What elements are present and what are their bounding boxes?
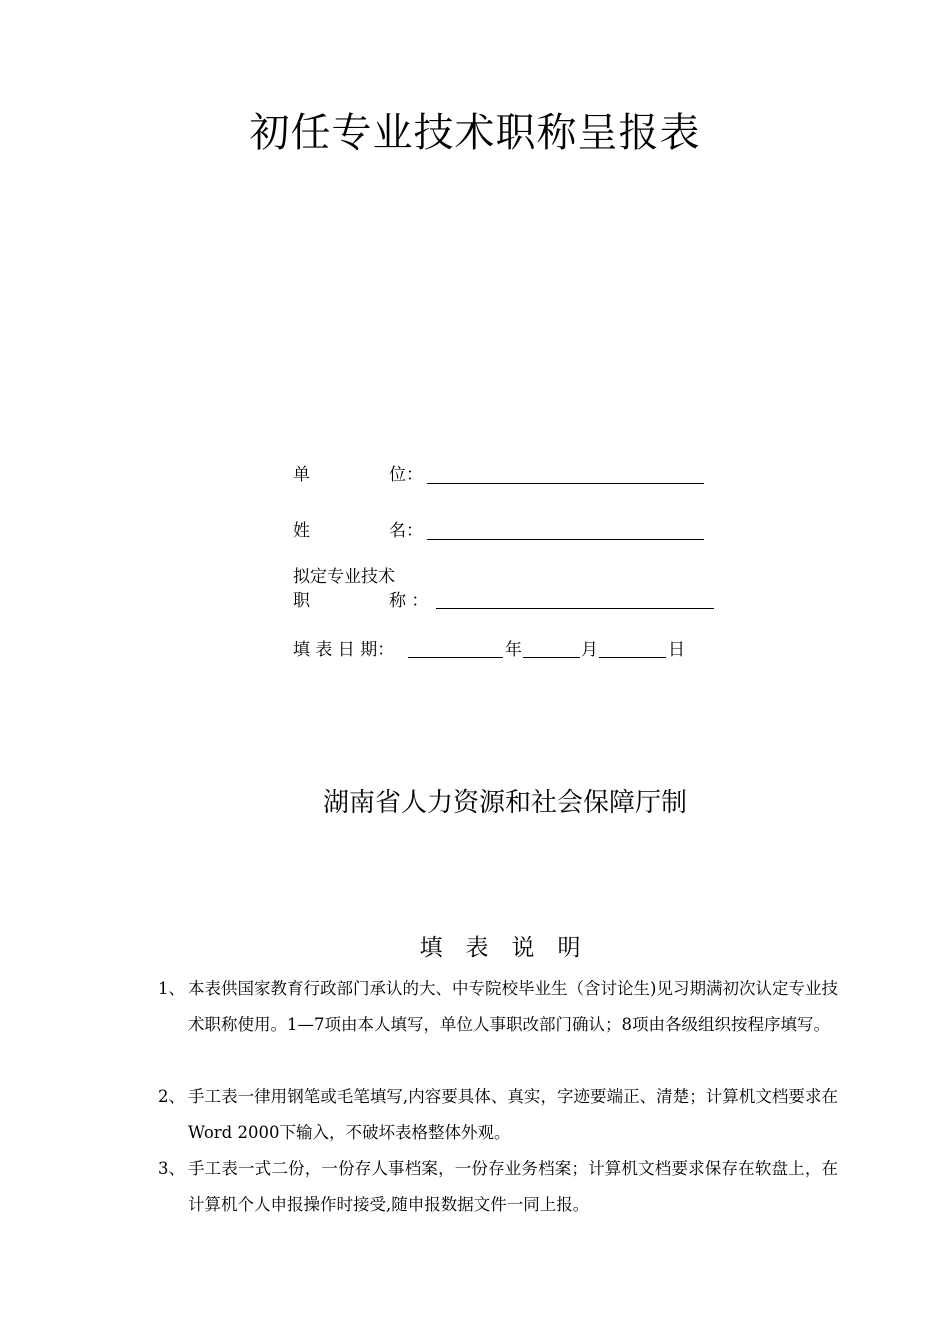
- date-label: 填 表 日 期：: [293, 640, 395, 660]
- unit-blank-line: [427, 483, 704, 484]
- proposed-title-label-second: 称 ：: [389, 591, 429, 611]
- unit-label-first: 单: [293, 465, 310, 485]
- proposed-title-label-first: 职: [293, 591, 310, 611]
- day-label: 日: [668, 640, 685, 660]
- month-blank-line: [523, 657, 580, 658]
- day-blank-line: [599, 657, 666, 658]
- instruction-item: [158, 1151, 838, 1223]
- proposed-title-blank-line: [436, 608, 714, 609]
- unit-label-second: 位：: [389, 465, 423, 485]
- year-blank-line: [408, 657, 503, 658]
- instruction-item: [158, 1079, 838, 1151]
- proposed-title-label-line1: 拟定专业技术: [293, 567, 395, 587]
- month-label: 月: [581, 640, 598, 660]
- instruction-number: 1、: [158, 979, 185, 998]
- form-title: 初任专业技术职称呈报表: [249, 110, 701, 156]
- instruction-number: 3、: [158, 1159, 185, 1178]
- instruction-item: [158, 971, 838, 1043]
- instruction-text: 本表供国家教育行政部门承认的大、中专院校毕业生（含讨论生)见习期满初次认定专业技术职称使用。1—7项由本人填写，单位人事职改部门确认；8项由各级组织按程序填写。: [188, 979, 838, 1034]
- instruction-text: 手工表一律用钢笔或毛笔填写,内容要具体、真实，字迹要端正、清楚；计算机文档要求在Word 2000下输入，不破坏表格整体外观。: [188, 1087, 838, 1142]
- instruction-text: 手工表一式二份，一份存人事档案，一份存业务档案；计算机文档要求保存在软盘上，在计算机个人申报操作时接受,随申报数据文件一同上报。: [188, 1159, 838, 1214]
- name-blank-line: [427, 539, 704, 540]
- name-label-second: 名：: [389, 521, 423, 541]
- instructions-heading: 填 表 说 明: [419, 935, 581, 961]
- year-label: 年: [505, 640, 522, 660]
- issuing-organization: 湖南省人力资源和社会保障厅制: [322, 788, 687, 818]
- instruction-number: 2、: [158, 1087, 185, 1106]
- name-label-first: 姓: [293, 521, 310, 541]
